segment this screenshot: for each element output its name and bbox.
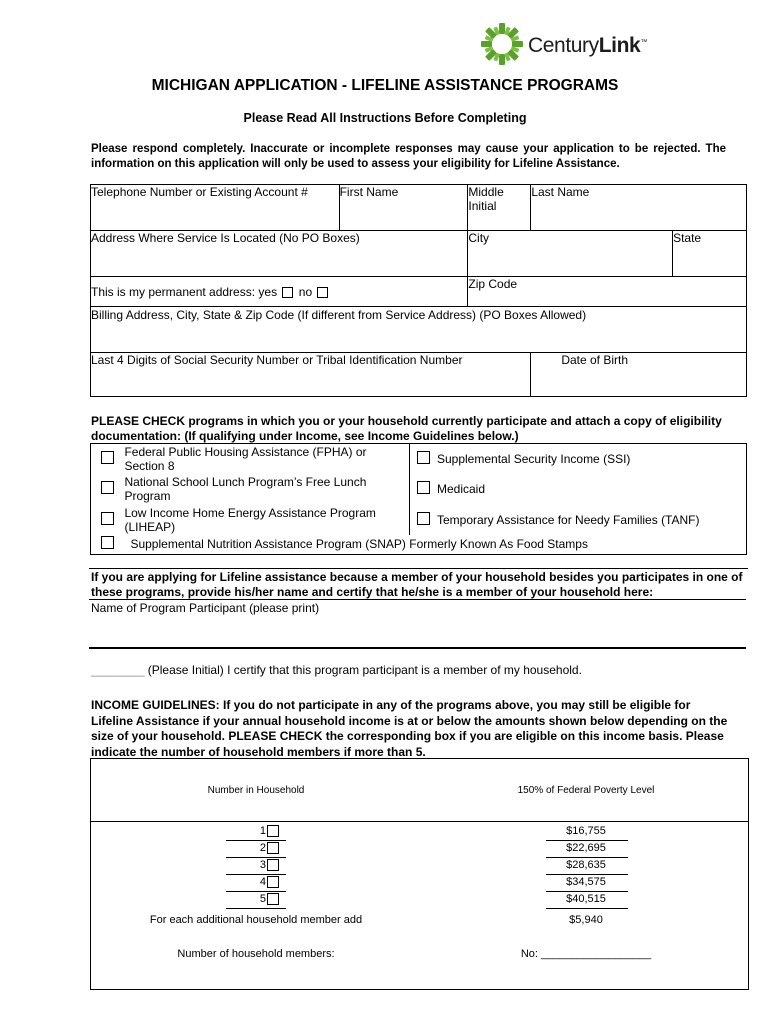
state-field[interactable] — [673, 231, 747, 277]
dob-field[interactable] — [531, 353, 747, 397]
nslp-checkbox[interactable] — [101, 481, 114, 494]
poverty-level-amount: $22,695 — [566, 842, 606, 854]
row-underline — [226, 874, 286, 875]
row-underline — [546, 874, 628, 875]
nslp-label: National School Lunch Program’s Free Lunch Program — [124, 474, 409, 505]
last-name-label: Last Name — [531, 185, 590, 199]
household-size-row — [231, 876, 281, 888]
permanent-no-label: no — [298, 284, 313, 299]
medicaid-checkbox[interactable] — [417, 481, 430, 494]
participant-name-label: Name of Program Participant (please print) — [91, 601, 320, 615]
programs-table — [90, 443, 747, 555]
state-label: State — [673, 231, 702, 245]
dob-label: Date of Birth — [561, 353, 629, 367]
liheap-checkbox[interactable] — [101, 512, 114, 525]
permanent-yes-checkbox[interactable] — [282, 287, 293, 298]
poverty-column-header: 150% of Federal Poverty Level — [517, 785, 655, 796]
city-field[interactable] — [468, 231, 673, 277]
participant-name-input[interactable] — [89, 615, 746, 647]
row-underline — [226, 891, 286, 892]
household-size-checkbox[interactable] — [267, 842, 279, 854]
permanent-address-label: This is my permanent address: yes — [91, 284, 278, 299]
household-size-number: 5 — [259, 893, 266, 905]
initial-label: Initial — [468, 199, 497, 213]
poverty-level-amount: $34,575 — [566, 876, 606, 888]
permanent-no-checkbox[interactable] — [317, 287, 328, 298]
household-size-number: 1 — [259, 825, 266, 837]
poverty-level-amount: $28,635 — [566, 859, 606, 871]
logo-brand-regular: Century — [528, 34, 599, 57]
poverty-level-amount: $40,515 — [566, 893, 606, 905]
page-title: MICHIGAN APPLICATION - LIFELINE ASSISTANCE PROGRAMS — [151, 77, 619, 94]
zip-code-field[interactable] — [468, 277, 747, 307]
tanf-checkbox[interactable] — [417, 512, 430, 525]
permanent-address-row — [91, 277, 468, 307]
participant-certify-text: (Please Initial) I certify that this program participant is a member of my household. — [147, 663, 582, 677]
first-name-label: First Name — [339, 185, 399, 199]
logo-trademark: ™ — [640, 39, 647, 46]
medicaid-label: Medicaid — [437, 474, 747, 505]
row-underline — [546, 891, 628, 892]
household-size-checkbox[interactable] — [267, 825, 279, 837]
income-table — [90, 758, 749, 990]
additional-member-label: For each additional household member add — [149, 914, 363, 926]
additional-member-amount: $5,940 — [569, 914, 603, 926]
household-members-label: Number of household members: — [177, 948, 335, 960]
phone-field[interactable] — [91, 185, 340, 231]
zip-code-label: Zip Code — [468, 277, 518, 291]
household-size-checkbox[interactable] — [267, 893, 279, 905]
household-size-row — [231, 825, 281, 837]
city-label: City — [468, 231, 490, 245]
household-members-input[interactable]: No: __________________ — [520, 948, 652, 960]
household-size-checkbox[interactable] — [267, 876, 279, 888]
last-name-field[interactable] — [531, 185, 747, 231]
participant-certify-row — [91, 663, 582, 677]
fpha-checkbox[interactable] — [101, 451, 114, 464]
household-size-number: 2 — [259, 842, 266, 854]
middle-initial-field[interactable] — [468, 185, 531, 231]
participant-heading: If you are applying for Lifeline assistance because a member of your household besides you participates in one of these programs, provide his/her name and certify that he/she is a member of your household here: — [91, 570, 743, 599]
ssn-label: Last 4 Digits of Social Security Number or Tribal Identification Number — [91, 353, 463, 367]
household-size-number: 3 — [259, 859, 266, 871]
logo-wordmark — [528, 34, 647, 58]
household-size-row — [231, 842, 281, 854]
fpha-label: Federal Public Housing Assistance (FPHA) or Section 8 — [124, 444, 409, 474]
service-address-field[interactable] — [91, 231, 468, 277]
household-size-checkbox[interactable] — [267, 859, 279, 871]
income-heading: INCOME GUIDELINES: If you do not participate in any of the programs above, you may still be eligible for Lifeline Assistance if your annual household income is at or below the amounts shown below depending on the size of your household. PLEASE CHECK the corresponding box if you are eligible on this income basis. Please indicate the number of household members if more than 5. — [91, 698, 728, 759]
logo-brand-bold: Link — [598, 34, 641, 57]
household-size-number: 4 — [259, 876, 266, 888]
tanf-label: Temporary Assistance for Needy Families (TANF) — [437, 505, 747, 535]
liheap-label: Low Income Home Energy Assistance Program (LIHEAP) — [124, 505, 409, 535]
row-underline — [226, 908, 286, 909]
billing-address-label: Billing Address, City, State & Zip Code (If different from Service Address) (PO Boxes Allowed) — [91, 308, 587, 322]
billing-address-field[interactable] — [91, 307, 747, 353]
ssi-label: Supplemental Security Income (SSI) — [437, 444, 747, 474]
row-underline — [226, 840, 286, 841]
ssn-field[interactable] — [91, 353, 531, 397]
programs-heading: PLEASE CHECK programs in which you or your household currently participate and attach a copy of eligibility documentation: (If qualifying under Income, see Income Guidelines below.) — [91, 414, 722, 443]
ssi-checkbox[interactable] — [417, 451, 430, 464]
snap-checkbox[interactable] — [101, 536, 114, 549]
participant-initial-blank[interactable]: ________ — [91, 663, 145, 677]
centurylink-mark-icon — [480, 22, 524, 66]
row-underline — [226, 857, 286, 858]
row-underline — [546, 908, 628, 909]
centurylink-logo — [480, 22, 660, 68]
household-column-header: Number in Household — [207, 785, 305, 796]
service-address-label: Address Where Service Is Located (No PO Boxes) — [91, 231, 360, 245]
middle-label: Middle — [468, 185, 504, 199]
snap-label: Supplemental Nutrition Assistance Program (SNAP) Formerly Known As Food Stamps — [124, 535, 746, 555]
household-size-row — [231, 859, 281, 871]
participant-section — [89, 568, 748, 681]
poverty-level-amount: $16,755 — [566, 825, 606, 837]
household-size-row — [231, 893, 281, 905]
phone-label: Telephone Number or Existing Account # — [91, 185, 308, 199]
applicant-info-table — [90, 184, 747, 397]
first-name-field[interactable] — [339, 185, 468, 231]
row-underline — [546, 840, 628, 841]
row-underline — [546, 857, 628, 858]
page-subtitle: Please Read All Instructions Before Completing — [243, 111, 527, 125]
intro-text: Please respond completely. Inaccurate or incomplete responses may cause your application to be rejected. The information on this application will only be used to assess your eligibility for Lifeline Assistance. — [91, 143, 726, 170]
